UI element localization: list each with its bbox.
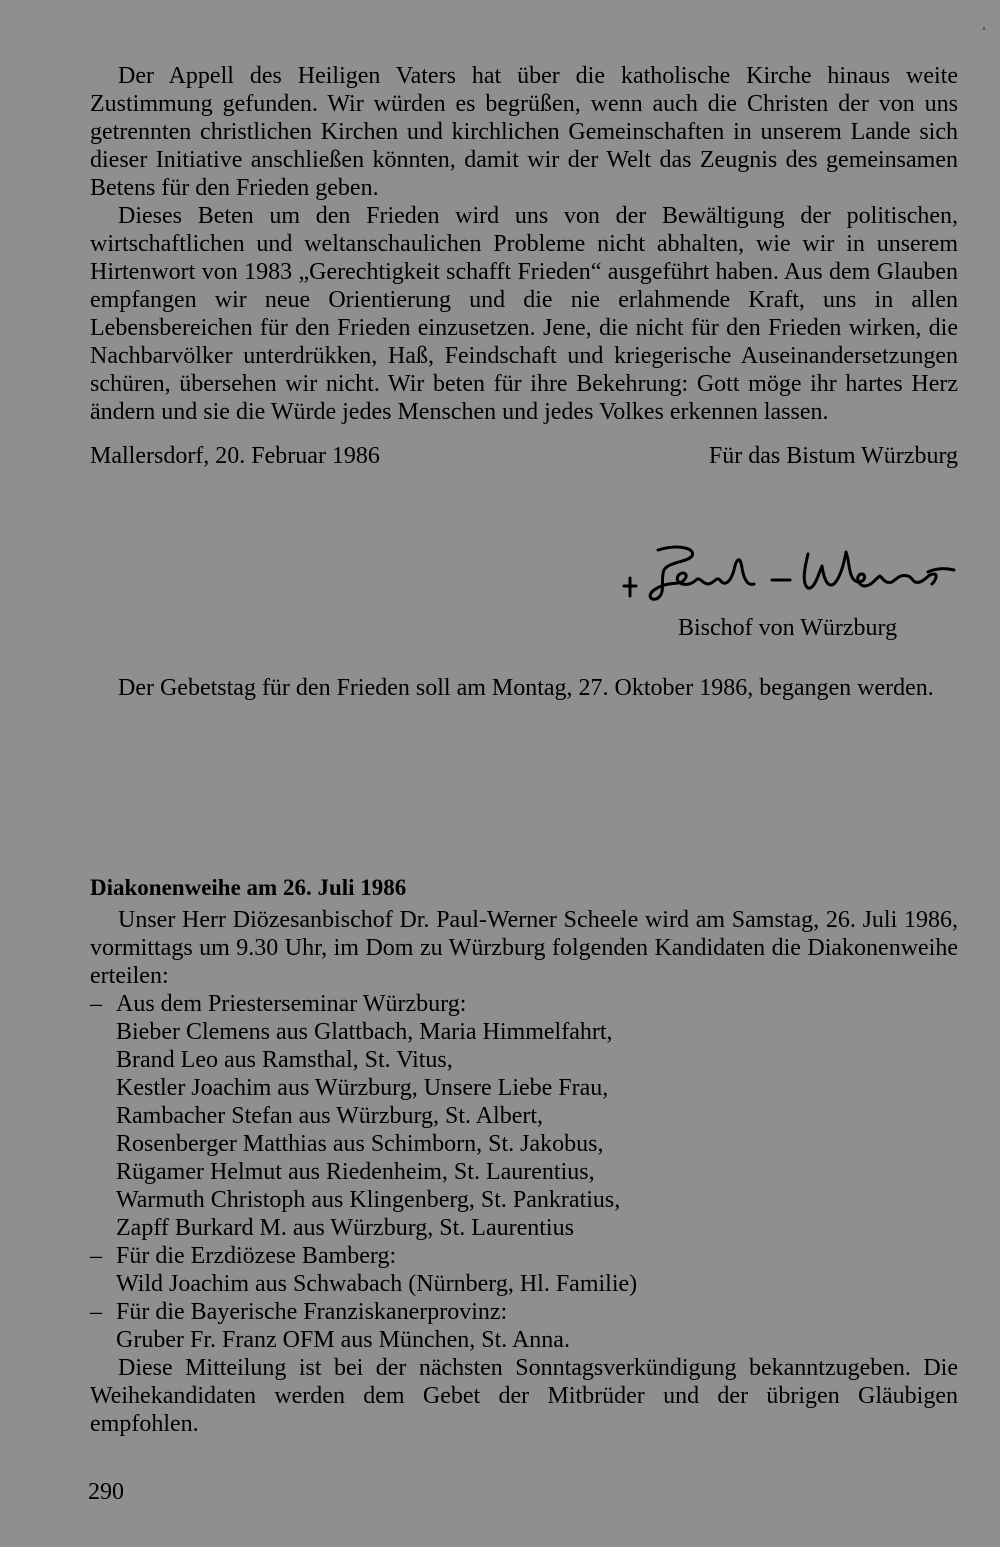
ordination-closing: Diese Mitteilung ist bei der nächsten Sonntagsverkündigung bekanntzugeben. Die Weihekandidaten werden dem Gebet der Mitbrüder und der übrigen Gläubigen empfohlen.	[90, 1355, 958, 1437]
candidate-name: Warmuth Christoph aus Klingenberg, St. Pankratius,	[116, 1187, 621, 1213]
candidate-name: Rosenberger Matthias aus Schimborn, St. Jakobus,	[116, 1131, 604, 1157]
prayer-day-note	[90, 674, 958, 702]
group-label: – Für die Bayerische Franziskanerprovinz:	[90, 1299, 508, 1325]
candidate-name: Wild Joachim aus Schwabach (Nürnberg, Hl. Familie)	[116, 1271, 638, 1297]
note-text: Der Gebetstag für den Frieden soll am Montag, 27. Oktober 1986, begangen werden.	[118, 675, 934, 701]
page-number: 290	[88, 1479, 124, 1505]
candidate-list	[90, 990, 958, 1354]
place-date: Mallersdorf, 20. Februar 1986	[90, 443, 380, 469]
scan-speck	[983, 27, 985, 30]
section-heading: Diakonenweihe am 26. Juli 1986	[90, 875, 407, 900]
bishop-title: Bischof von Würzburg	[678, 615, 898, 641]
candidate-name: Rügamer Helmut aus Riedenheim, St. Laurentius,	[116, 1159, 595, 1185]
group-label: – Aus dem Priesterseminar Würzburg:	[90, 991, 467, 1017]
closing-row	[90, 442, 958, 470]
diocese-line: Für das Bistum Würzburg	[708, 443, 958, 469]
candidate-name: Brand Leo aus Ramsthal, St. Vitus,	[116, 1047, 453, 1073]
bishop-signature	[618, 540, 958, 612]
ordination-intro: Unser Herr Diözesanbischof Dr. Paul-Werner Scheele wird am Samstag, 26. Juli 1986, vormittags um 9.30 Uhr, im Dom zu Würzburg folgenden Kandidaten die Diakonenweihe erteilen:	[90, 907, 958, 989]
candidate-name: Bieber Clemens aus Glattbach, Maria Himmelfahrt,	[116, 1019, 613, 1045]
group-label: – Für die Erzdiözese Bamberg:	[90, 1243, 397, 1269]
candidate-name: Zapff Burkard M. aus Würzburg, St. Laurentius	[116, 1215, 574, 1241]
letter-body	[90, 62, 958, 470]
candidate-name: Gruber Fr. Franz OFM aus München, St. Anna.	[116, 1327, 570, 1353]
candidate-name: Rambacher Stefan aus Würzburg, St. Albert,	[116, 1103, 544, 1129]
ordination-section	[90, 874, 958, 1438]
paragraph-appeal: Der Appell des Heiligen Vaters hat über die katholische Kirche hinaus weite Zustimmung gefunden. Wir würden es begrüßen, wenn auch die Christen der von uns getrennten christlichen Kirchen und kirchlichen Gemeinschaften in unserem Lande sich dieser Initiative anschließen könnten, damit wir der Welt das Zeugnis des gemeinsamen Betens für den Frieden geben.	[90, 63, 958, 201]
paragraph-prayer: Dieses Beten um den Frieden wird uns von der Bewältigung der politischen, wirtschaftlichen und weltanschaulichen Probleme nicht abhalten, wie wir in unserem Hirtenwort von 1983 „Gerechtigkeit schafft Frieden“ ausgeführt haben. Aus dem Glauben empfangen wir neue Orientierung und die nie erlahmende Kraft, uns in allen Lebensbereichen für den Frieden einzusetzen. Jene, die nicht für den Frieden wirken, die Nachbarvölker unterdrükken, Haß, Feindschaft und kriegerische Auseinandersetzungen schüren, übersehen wir nicht. Wir beten für ihre Bekehrung: Gott möge ihr hartes Herz ändern und sie die Würde jedes Menschen und jedes Volkes erkennen lassen.	[90, 203, 958, 425]
candidate-name: Kestler Joachim aus Würzburg, Unsere Liebe Frau,	[116, 1075, 609, 1101]
